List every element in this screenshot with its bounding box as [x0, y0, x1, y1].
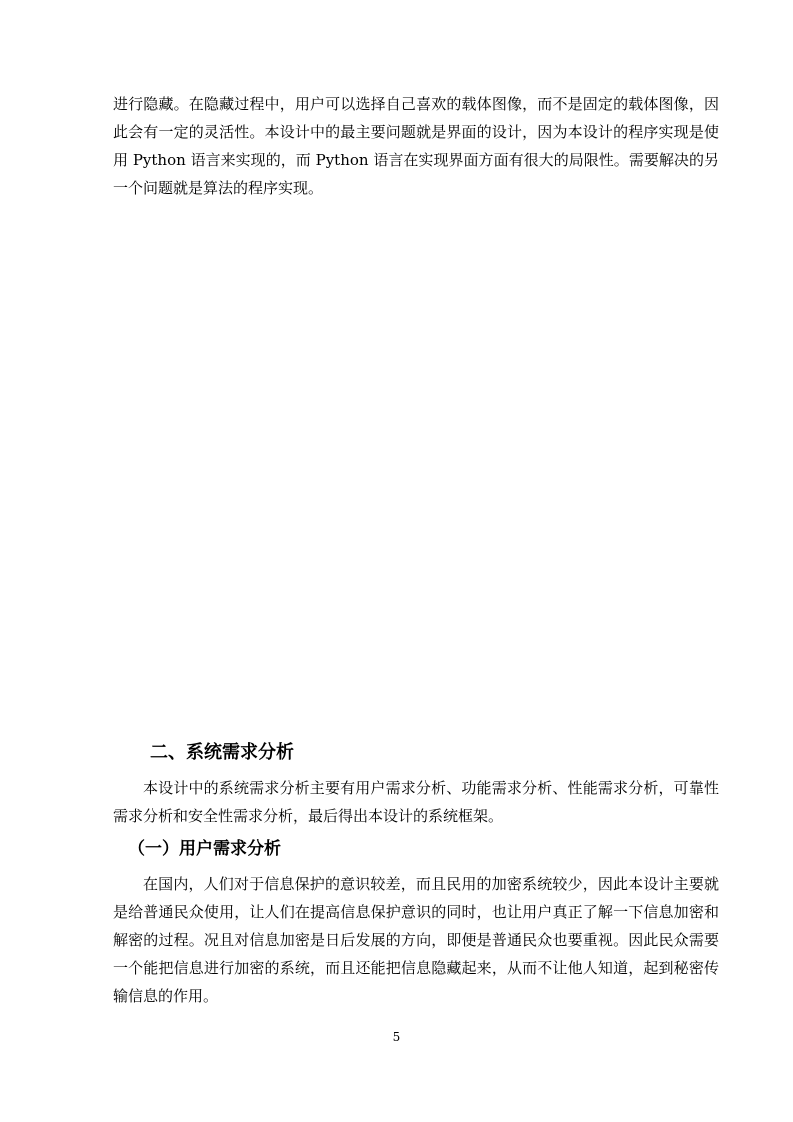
- section-heading: 二、系统需求分析: [150, 742, 294, 763]
- subsection-heading: （一）用户需求分析: [128, 839, 281, 859]
- page-number: 5: [392, 1030, 401, 1044]
- body-paragraph-continued: 进行隐藏。在隐藏过程中，用户可以选择自己喜欢的载体图像，而不是固定的载体图像，因此会有一定的灵活性。本设计中的最主要问题就是界面的设计，因为本设计的程序实现是使用 Python 语言来实现的，而 Python 语言在实现界面方面有很大的局限性。需要解决的另一个问题就是算法的程序实现。: [113, 95, 719, 197]
- user-requirements-paragraph: 在国内，人们对于信息保护的意识较差，而且民用的加密系统较少，因此本设计主要就是给普通民众使用，让人们在提高信息保护意识的同时，也让用户真正了解一下信息加密和解密的过程。况且对信息加密是日后发展的方向，即便是普通民众也要重视。因此民众需要一个能把信息进行加密的系统，而且还能把信息隐藏起来，从而不让他人知道，起到秘密传输信息的作用。: [113, 875, 719, 1005]
- section-intro-paragraph: 本设计中的系统需求分析主要有用户需求分析、功能需求分析、性能需求分析，可靠性需求分析和安全性需求分析，最后得出本设计的系统框架。: [113, 779, 719, 825]
